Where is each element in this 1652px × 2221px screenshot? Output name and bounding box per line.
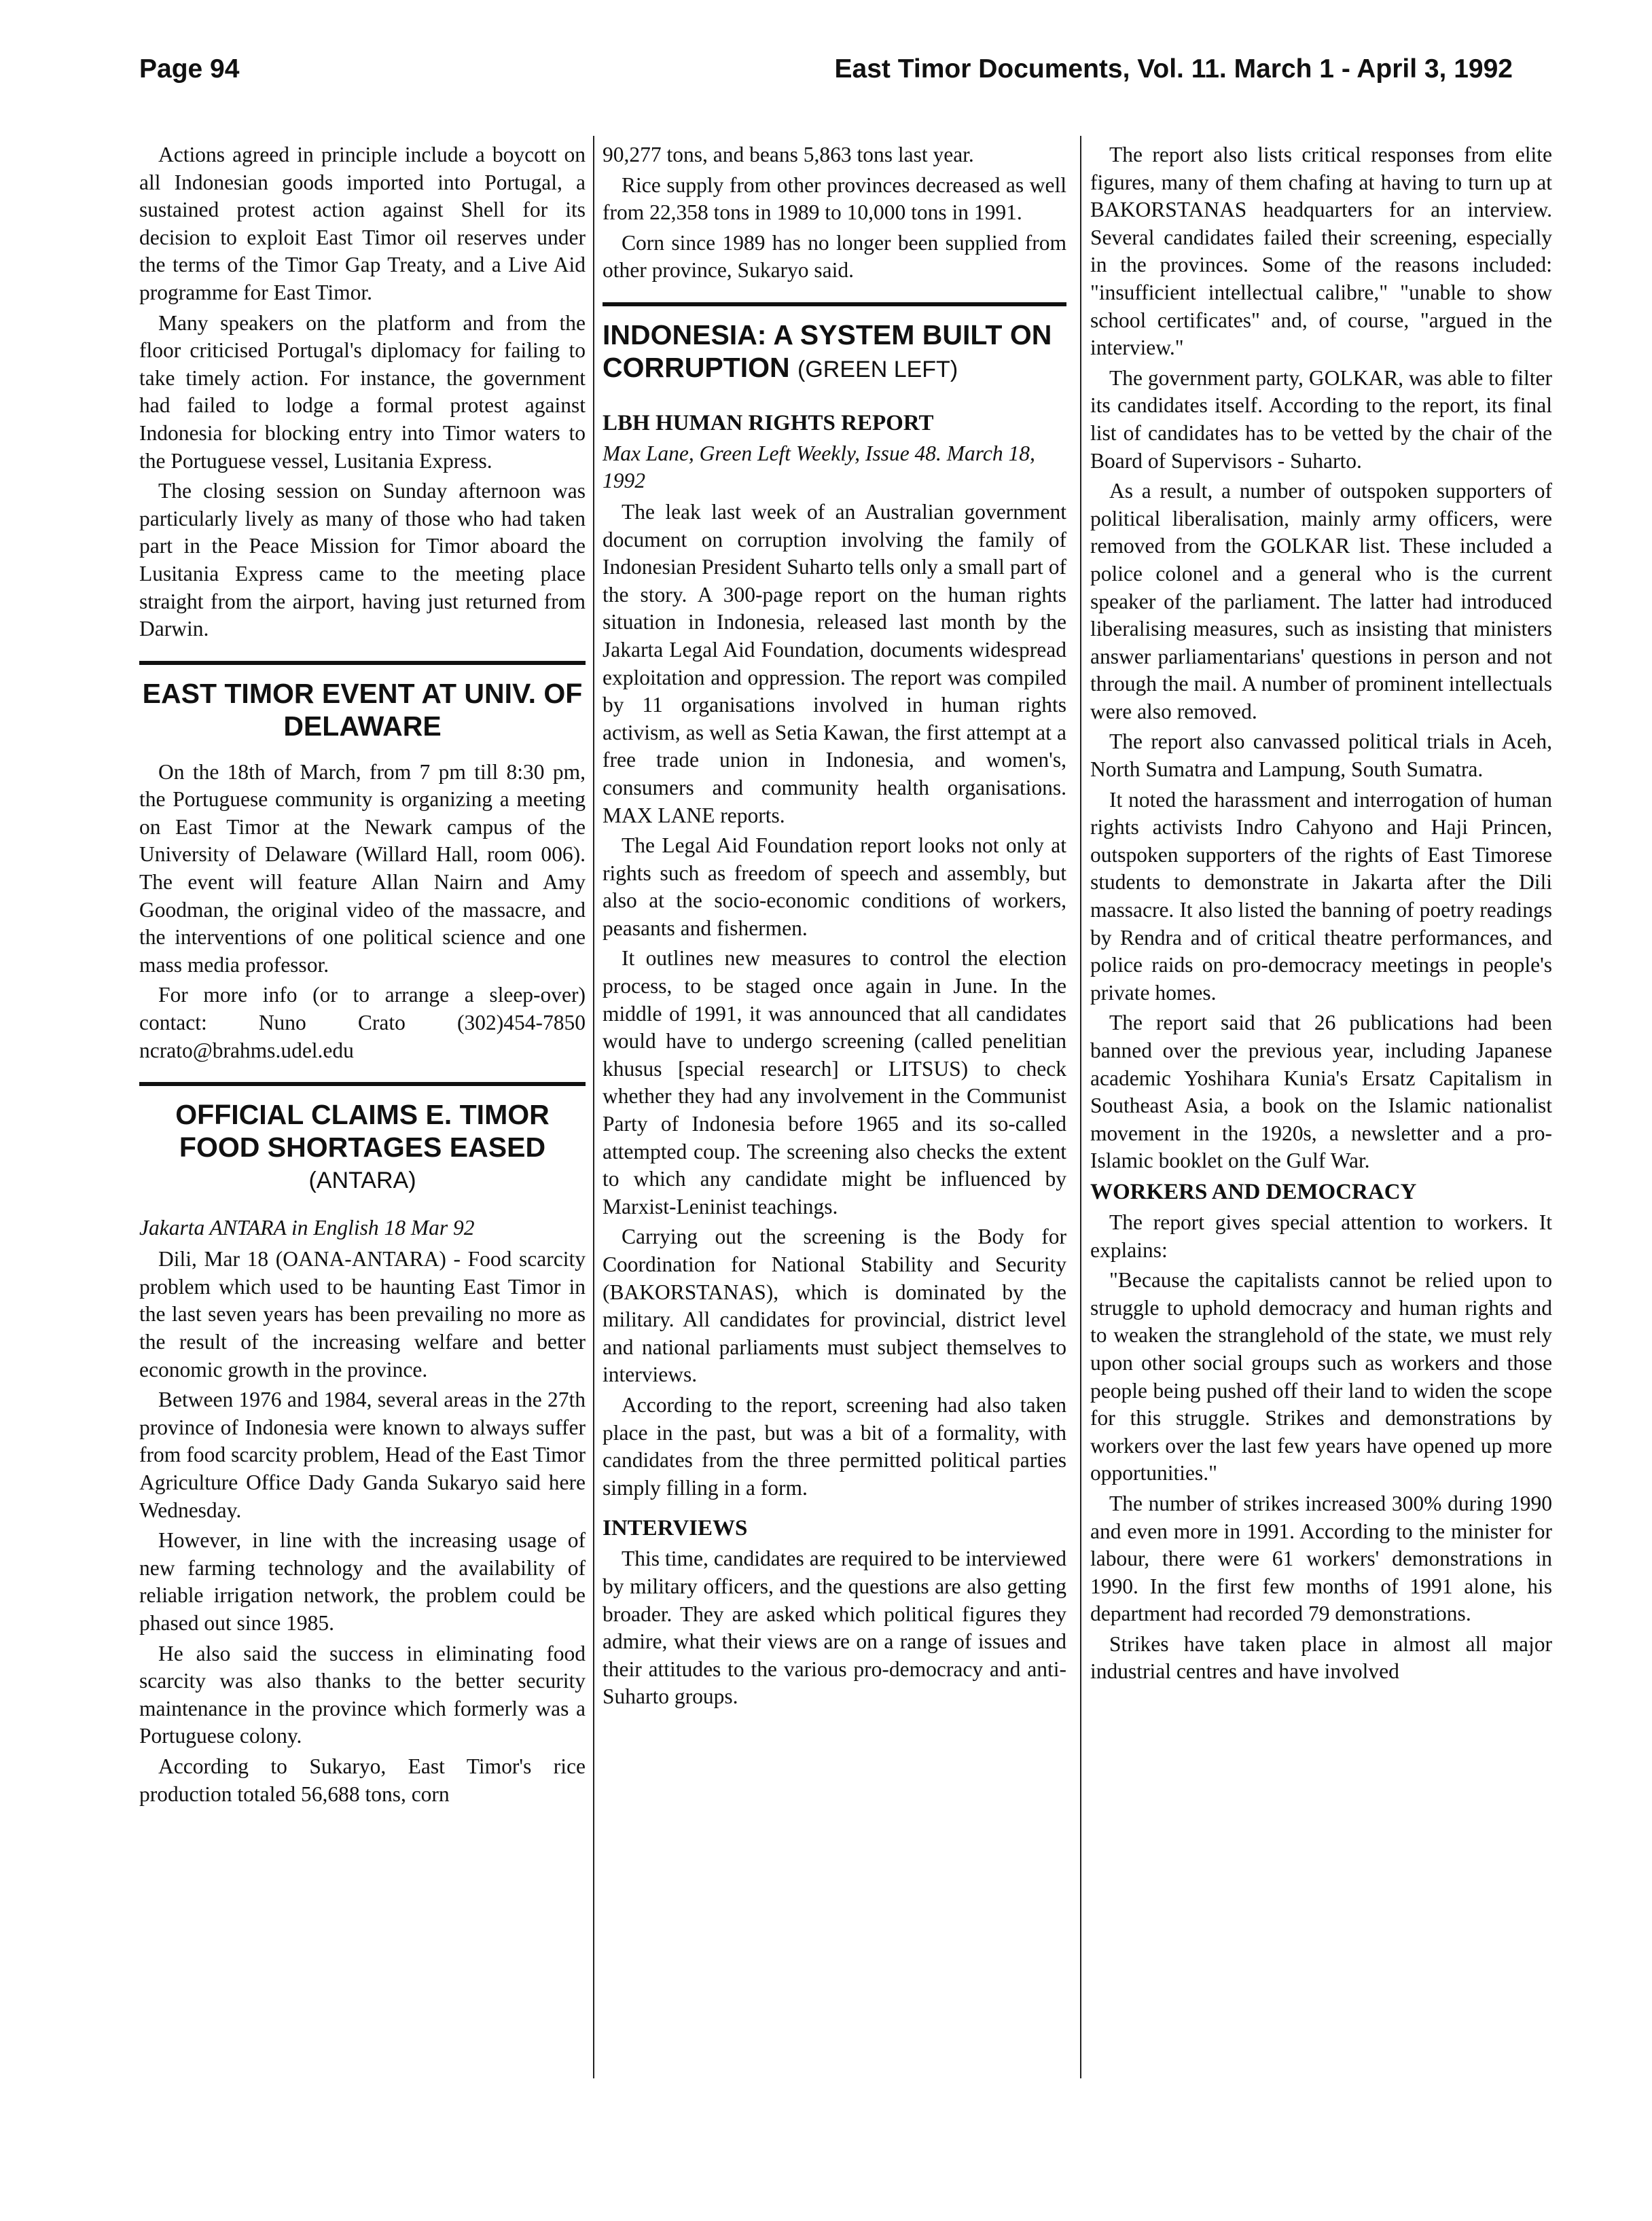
paragraph: The Legal Aid Foundation report looks not only at rights such as freedom of speech and assembly, but also at the socio-economic conditions of workers, peasants and fishermen. (603, 833, 1066, 940)
paragraph: Many speakers on the platform and from the floor criticised Portugal's diplomacy for failing to take timely action. For instance, the government had failed to lodge a formal protest against Indonesia for blocking entry into Timor waters to the Portuguese vessel, Lusitania Express. (139, 310, 586, 473)
page-header (139, 54, 1513, 95)
workers-subhead: WORKERS AND DEMOCRACY (1090, 1179, 1417, 1204)
section-rule (139, 1082, 586, 1086)
paragraph: For more info (or to arrange a sleep-over) contact: Nuno Crato (302)454-7850 ncrato@brahms.udel.edu (139, 983, 586, 1062)
paragraph: Carrying out the screening is the Body for Coordination for National Stability and Security (BAKORSTANAS), which is dominated by the military. All candidates for provincial, district level and national parliaments must subject themselves to interviews. (603, 1225, 1066, 1387)
paragraph: It outlines new measures to control the election process, to be staged once again in June. In the middle of 1991, it was announced that all candidates would have to undergo screening (called penelitian khusus [special research] or LITSUS) to check whether they had any involvement in the Communist Party of Indonesia before 1965 and its so-called attempted coup. The screening also checks the extent to which any candidate might be influenced by Marxist-Leninist teachings. (603, 946, 1066, 1218)
paragraph: The closing session on Sunday afternoon was particularly lively as many of those who had taken part in the Peace Mission for Timor aboard the Lusitania Express came to the meeting place straight from the airport, having just returned from Darwin. (139, 479, 586, 641)
paragraph: According to the report, screening had also taken place in the past, but was a bit of a formality, with candidates from the three permitted political parties simply filling in a form. (603, 1392, 1066, 1500)
paragraph: "Because the capitalists cannot be relied upon to struggle to uphold democracy and human rights and to weaken the stranglehold of the state, we must rely upon other social groups such as workers and those people being pushed off their land to widen the scope for this struggle. Strikes and demonstrations by workers over the last few years have opened up more opportunities." (1090, 1268, 1552, 1485)
paragraph: It noted the harassment and interrogation of human rights activists Indro Cahyono and Haji Princen, outspoken supporters of the rights of East Timorese students to demonstrate in Jakarta after the Dili massacre. It also listed the banning of poetry readings by Rendra and of critical theatre performances, and police raids on pro-democracy meetings in people's private homes. (1090, 787, 1552, 1005)
paragraph: The leak last week of an Australian government document on corruption involving the family of Indonesian President Suharto tells only a small part of the story. A 300-page report on the human rights situation in Indonesia, released last month by the Jakarta Legal Aid Foundation, documents widespread exploitation and oppression. The report was compiled by 11 organisations involved in human rights activism, as well as Setia Kawan, the first attempt at a free trade union in Indonesia, and women's, consumers and community health organisations. MAX LANE reports. (603, 499, 1066, 827)
paragraph: The report gives special attention to workers. It explains: (1090, 1210, 1552, 1262)
column-divider (1080, 136, 1081, 2078)
paragraph: The government party, GOLKAR, was able to filter its candidates itself. According to the report, its final list of candidates has to be vetted by the chair of the Board of Supervisors - Suharto. (1090, 365, 1552, 473)
paragraph: The report also canvassed political trials in Aceh, North Sumatra and Lampung, South Sumatra. (1090, 729, 1552, 782)
paragraph: Rice supply from other provinces decreased as well from 22,358 tons in 1989 to 10,000 tons in 1991. (603, 173, 1066, 225)
food-source: (ANTARA) (308, 1168, 416, 1194)
paragraph: As a result, a number of outspoken supporters of political liberalisation, mainly army officers, were removed from the GOLKAR list. These included a police colonel and a general who is the current speaker of the parliament. The latter had introduced liberalising measures, such as insisting that ministers answer parliamentarians' questions in person and not through the mail. A number of prominent intellectuals were also removed. (1090, 479, 1552, 723)
section-rule (139, 661, 586, 665)
delaware-headline: EAST TIMOR EVENT AT UNIV. OF DELAWARE (142, 677, 583, 742)
interviews-subhead: INTERVIEWS (603, 1516, 748, 1541)
food-headline: OFFICIAL CLAIMS E. TIMOR FOOD SHORTAGES EASED (175, 1099, 550, 1163)
paragraph: Corn since 1989 has no longer been supplied from other province, Sukaryo said. (603, 230, 1066, 283)
indonesia-subhead: LBH HUMAN RIGHTS REPORT (603, 410, 934, 435)
column-3 (1090, 141, 1552, 2179)
indonesia-byline: Max Lane, Green Left Weekly, Issue 48. March 18, 1992 (603, 441, 1035, 492)
paragraph: According to Sukaryo, East Timor's rice production totaled 56,688 tons, corn (139, 1754, 586, 1806)
column-divider (593, 136, 594, 2078)
indonesia-headline-block (603, 319, 1066, 386)
paragraph: The report also lists critical responses from elite figures, many of them chafing at having to turn up at BAKORSTANAS headquarters for an interview. Several candidates failed their screening, especially in the provinces. Some of the reasons included: "insufficient intellectual calibre," "unable to show school certificates" and, of course, "argued in the interview." (1090, 143, 1552, 360)
column-1 (139, 141, 586, 2179)
paragraph: This time, candidates are required to be interviewed by military officers, and the questions are also getting broader. They are asked which political figures they admire, what their views are on a range of issues and their attitudes to the various pro-democracy and anti-Suharto groups. (603, 1547, 1066, 1709)
paragraph: Dili, Mar 18 (OANA-ANTARA) - Food scarcity problem which used to be haunting East Timor in the last seven years has been prevailing no more as the result of the increasing welfare and better economic growth in the province. (139, 1247, 586, 1382)
paragraph: Strikes have taken place in almost all major industrial centres and have involved (1090, 1631, 1552, 1684)
paragraph: Between 1976 and 1984, several areas in the 27th province of Indonesia were known to always suffer from food scarcity problem, Head of the East Timor Agriculture Office Dady Ganda Sukaryo said here Wednesday. (139, 1388, 586, 1522)
paragraph: The report said that 26 publications had been banned over the previous year, including Japanese academic Yoshihara Kunia's Ersatz Capitalism in Southeast Asia, a book on the Islamic nationalist movement in the 1920s, a newsletter and a pro-Islamic booklet on the Gulf War. (1090, 1011, 1552, 1173)
indonesia-headline: INDONESIA: A SYSTEM BUILT ON CORRUPTION (603, 319, 1052, 383)
paragraph: He also said the success in eliminating food scarcity was also thanks to the better security maintenance in the province which formerly was a Portuguese colony. (139, 1641, 586, 1748)
food-byline: Jakarta ANTARA in English 18 Mar 92 (139, 1216, 475, 1240)
paragraph: 90,277 tons, and beans 5,863 tons last year. (603, 143, 974, 166)
publication-title: East Timor Documents, Vol. 11. March 1 - April 3, 1992 (834, 54, 1513, 84)
indonesia-source: (GREEN LEFT) (797, 356, 958, 382)
column-2 (603, 141, 1066, 2179)
paragraph: On the 18th of March, from 7 pm till 8:30 pm, the Portuguese community is organizing a meeting on East Timor at the Newark campus of the University of Delaware (Willard Hall, room 006). The event will feature Allan Nairn and Amy Goodman, the original video of the massacre, and the interventions of one political science and one mass media professor. (139, 759, 586, 977)
paragraph: The number of strikes increased 300% during 1990 and even more in 1991. According to the minister for labour, there were 61 workers' demonstrations in 1990. In the first few months of 1991 alone, his department had recorded 79 demonstrations. (1090, 1491, 1552, 1626)
paragraph: Actions agreed in principle include a boycott on all Indonesian goods imported into Portugal, a sustained protest action against Shell for its decision to exploit East Timor oil reserves under the terms of the Timor Gap Treaty, and a Live Aid programme for East Timor. (139, 143, 586, 304)
section-rule (603, 302, 1066, 306)
page-number: Page 94 (139, 54, 240, 84)
paragraph: However, in line with the increasing usage of new farming technology and the availability of reliable irrigation network, the problem could be phased out since 1985. (139, 1528, 586, 1635)
